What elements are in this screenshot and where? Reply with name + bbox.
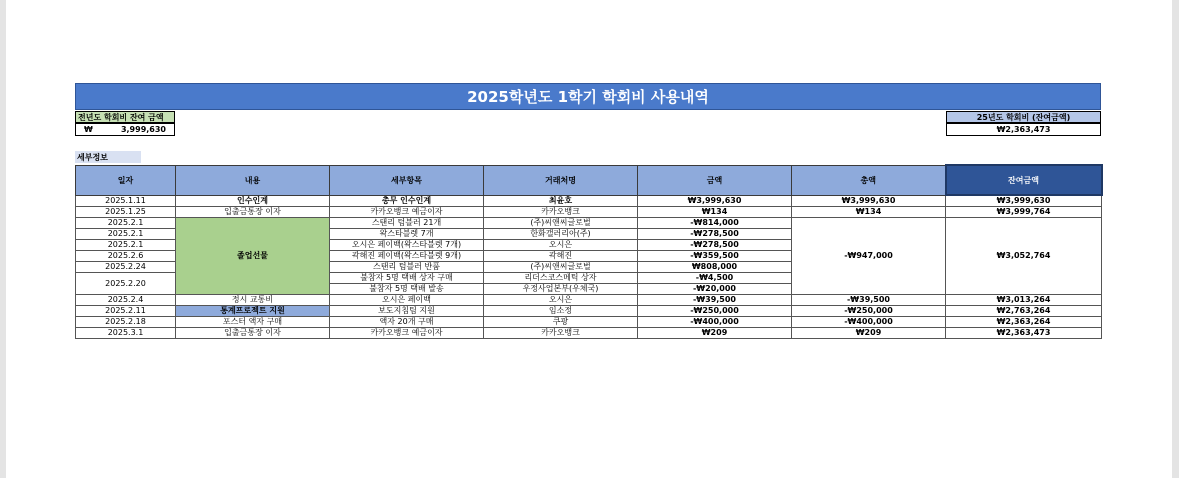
- table-row: [76, 317, 1102, 328]
- content-cell: 입출금통장 이자: [176, 328, 330, 339]
- detail-cell: 불참자 5명 택배 상자 구매: [330, 273, 484, 284]
- date-cell: 2025.2.1: [76, 240, 176, 251]
- total-cell: -₩400,000: [792, 317, 946, 328]
- amount-cell: -₩39,500: [638, 295, 792, 306]
- vendor-cell: 쿠팡: [484, 317, 638, 328]
- amount-cell: ₩3,999,630: [638, 195, 792, 207]
- amount-cell: -₩814,000: [638, 218, 792, 229]
- detail-cell: 오시은 페이백(왁스타블렛 7개): [330, 240, 484, 251]
- vendor-cell: 한화갤러리아(주): [484, 229, 638, 240]
- table-row: [76, 306, 1102, 317]
- vendor-cell: 카카오뱅크: [484, 328, 638, 339]
- vendor-cell: 오시은: [484, 295, 638, 306]
- vendor-cell: 오시은: [484, 240, 638, 251]
- detail-cell: 오시은 페이백: [330, 295, 484, 306]
- header-date: 일자: [76, 165, 176, 195]
- balance-cell: ₩2,363,264: [946, 317, 1102, 328]
- total-cell: ₩209: [792, 328, 946, 339]
- date-cell: 2025.2.18: [76, 317, 176, 328]
- table-row: [76, 207, 1102, 218]
- balance25-label: 25년도 학회비 (잔여금액): [946, 111, 1101, 123]
- header-balance: 잔여금액: [946, 165, 1102, 195]
- date-cell: 2025.2.6: [76, 251, 176, 262]
- vendor-cell: 우정사업본부(우체국): [484, 284, 638, 295]
- header-amount: 금액: [638, 165, 792, 195]
- date-cell: 2025.2.24: [76, 262, 176, 273]
- sheet-title: 2025학년도 1학기 학회비 사용내역: [75, 83, 1101, 110]
- date-cell: 2025.2.20: [76, 273, 176, 295]
- detail-cell: 카카오뱅크 예금이자: [330, 328, 484, 339]
- balance-cell: ₩3,999,630: [946, 195, 1102, 207]
- amount-cell: -₩359,500: [638, 251, 792, 262]
- total-cell: ₩3,999,630: [792, 195, 946, 207]
- vendor-cell: (주)씨앤씨글로벌: [484, 218, 638, 229]
- amount-cell: -₩400,000: [638, 317, 792, 328]
- detail-cell: 총무 인수인계: [330, 195, 484, 207]
- content-cell: 통계프로젝트 지원: [176, 306, 330, 317]
- currency-symbol: ₩: [84, 125, 93, 134]
- table-row: [76, 328, 1102, 339]
- vendor-cell: 카카오뱅크: [484, 207, 638, 218]
- table-row: [76, 195, 1102, 207]
- total-cell: ₩134: [792, 207, 946, 218]
- date-cell: 2025.2.1: [76, 229, 176, 240]
- content-cell: 인수인계: [176, 195, 330, 207]
- amount-cell: -₩250,000: [638, 306, 792, 317]
- amount-cell: -₩278,500: [638, 229, 792, 240]
- balance25-amount: ₩2,363,473: [946, 123, 1101, 136]
- date-cell: 2025.2.1: [76, 218, 176, 229]
- section-label: 세부정보: [75, 151, 141, 163]
- total-cell: -₩39,500: [792, 295, 946, 306]
- header-content: 내용: [176, 165, 330, 195]
- date-cell: 2025.1.25: [76, 207, 176, 218]
- content-cell: 졸업선물: [176, 218, 330, 295]
- carryover-label: 전년도 학회비 잔여 금액: [75, 111, 175, 123]
- detail-cell: 스탠리 텀블러 반품: [330, 262, 484, 273]
- amount-cell: -₩4,500: [638, 273, 792, 284]
- table-row: [76, 295, 1102, 306]
- content-cell: 입출금통장 이자: [176, 207, 330, 218]
- content-cell: 포스터 액자 구매: [176, 317, 330, 328]
- balance-cell: ₩3,013,264: [946, 295, 1102, 306]
- vendor-cell: 리더스코스메틱 상자: [484, 273, 638, 284]
- carryover-amount: 3,999,630: [120, 125, 166, 134]
- balance-cell: ₩2,763,264: [946, 306, 1102, 317]
- detail-cell: 액자 20개 구매: [330, 317, 484, 328]
- total-cell: -₩250,000: [792, 306, 946, 317]
- header-vendor: 거래처명: [484, 165, 638, 195]
- vendor-cell: 최윤호: [484, 195, 638, 207]
- date-cell: 2025.3.1: [76, 328, 176, 339]
- detail-cell: 왁스타블렛 7개: [330, 229, 484, 240]
- amount-cell: ₩209: [638, 328, 792, 339]
- amount-cell: -₩20,000: [638, 284, 792, 295]
- table-row: [76, 218, 1102, 229]
- date-cell: 2025.2.11: [76, 306, 176, 317]
- detail-cell: 불참자 5명 택배 발송: [330, 284, 484, 295]
- balance-cell: ₩3,999,764: [946, 207, 1102, 218]
- page-edge-right: [1172, 0, 1179, 478]
- detail-cell: 카카오뱅크 예금이자: [330, 207, 484, 218]
- detail-cell: 곽해진 페이백(왁스타블렛 9개): [330, 251, 484, 262]
- header-total: 총액: [792, 165, 946, 195]
- total-cell: -₩947,000: [792, 218, 946, 295]
- vendor-cell: 임소정: [484, 306, 638, 317]
- carryover-amount-cell: [75, 123, 175, 136]
- balance-cell: ₩2,363,473: [946, 328, 1102, 339]
- detail-cell: 보도지침팀 지원: [330, 306, 484, 317]
- detail-cell: 스탠리 텀블러 21개: [330, 218, 484, 229]
- header-detail: 세부항목: [330, 165, 484, 195]
- content-cell: 정시 교통비: [176, 295, 330, 306]
- amount-cell: ₩808,000: [638, 262, 792, 273]
- amount-cell: -₩278,500: [638, 240, 792, 251]
- ledger-table: [75, 164, 1103, 339]
- amount-cell: ₩134: [638, 207, 792, 218]
- date-cell: 2025.1.11: [76, 195, 176, 207]
- balance-cell: ₩3,052,764: [946, 218, 1102, 295]
- table-header-row: [76, 165, 1102, 195]
- vendor-cell: 곽해진: [484, 251, 638, 262]
- date-cell: 2025.2.4: [76, 295, 176, 306]
- vendor-cell: (주)씨앤씨글로벌: [484, 262, 638, 273]
